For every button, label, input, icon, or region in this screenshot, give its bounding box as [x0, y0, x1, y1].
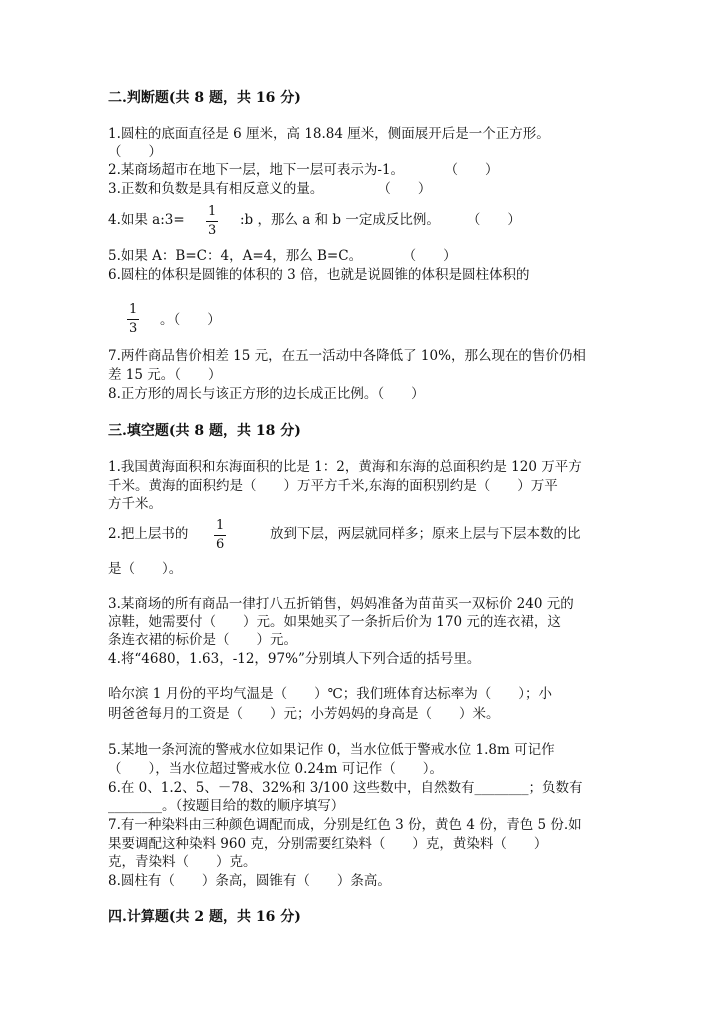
fraction-one-third-q6	[127, 302, 139, 337]
question-2-4-prefix: 4.如果 a:3=	[108, 212, 185, 228]
question-3-1: 1.我国黄海面积和东海面积的比是 1：2，黄海和东海的总面积约是 120 万平方	[108, 459, 582, 475]
fraction-one-sixth	[214, 518, 226, 553]
fraction-denominator: 3	[208, 223, 217, 238]
question-2-7: 7.两件商品售价相差 15 元，在五一活动中各降低了 10%，那么现在的售价仍相	[108, 348, 586, 364]
question-3-5: 5.某地一条河流的警戒水位如果记作 0，当水位低于警戒水位 1.8m 可记作	[108, 742, 555, 758]
fraction-denominator: 6	[216, 537, 225, 552]
question-3-2-suffix: 放到下层，两层就同样多；原来上层与下层本数的比	[270, 526, 581, 542]
fraction-numerator: 1	[208, 204, 217, 219]
question-3-8: 8.圆柱有（ ）条高，圆锥有（ ）条高。	[108, 873, 391, 889]
fraction-bar	[206, 221, 218, 222]
fraction-bar	[127, 319, 139, 320]
section-2-heading: 二.判断题(共 8 题，共 16 分)	[108, 90, 301, 106]
question-3-3-cont2: 条连衣裙的标价是（ ）元。	[108, 632, 297, 648]
question-3-6-cont: ________。（按题目给的数的顺序填写）	[108, 798, 345, 814]
section-3-heading: 三.填空题(共 8 题，共 18 分)	[108, 423, 301, 439]
fraction-one-third	[206, 204, 218, 239]
question-3-5-cont: （ ），当水位超过警戒水位 0.24m 可记作（ ）。	[108, 761, 443, 777]
fraction-bar	[214, 535, 226, 536]
question-3-2-prefix: 2.把上层书的	[108, 526, 189, 542]
question-2-8: 8.正方形的周长与该正方形的边长成正比例。（ ）	[108, 386, 425, 402]
question-3-7: 7.有一种染料由三种颜色调配而成，分别是红色 3 份，黄色 4 份，青色 5 份.如	[108, 817, 582, 833]
fraction-numerator: 1	[129, 302, 138, 317]
question-3-4-line2: 明爸爸每月的工资是（ ）元；小芳妈妈的身高是（ ）米。	[108, 706, 500, 722]
question-2-7-cont: 差 15 元。（ ）	[108, 367, 222, 383]
question-2-6-blank: 。（ ）	[160, 312, 221, 328]
question-3-6: 6.在 0、1.2、5、－78、32%和 3/100 这些数中，自然数有________；负数有	[108, 780, 583, 796]
question-2-6: 6.圆柱的体积是圆锥的体积的 3 倍，也就是说圆锥的体积是圆柱体积的	[108, 267, 530, 283]
section-4-heading: 四.计算题(共 2 题，共 16 分)	[108, 909, 301, 925]
question-3-7-cont2: 克，青染料（ ）克。	[108, 854, 257, 870]
question-3-4: 4.将“4680，1.63，-12，97%”分别填人下列合适的括号里。	[108, 651, 481, 667]
fraction-numerator: 1	[216, 518, 225, 533]
question-3-1-cont: 千米。黄海的面积约是（ ）万平方千米,东海的面积别约是（ ）万平	[108, 478, 558, 494]
question-3-7-cont: 果要调配这种染料 960 克，分别需要红染料（ ）克，黄染料（ ）	[108, 836, 548, 852]
question-2-2: 2.某商场超市在地下一层，地下一层可表示为-1。 （ ）	[108, 162, 499, 178]
fraction-denominator: 3	[129, 321, 138, 336]
question-2-1: 1.圆柱的底面直径是 6 厘米，高 18.84 厘米，侧面展开后是一个正方形。	[108, 126, 550, 142]
question-3-4-line1: 哈尔滨 1 月份的平均气温是（ ）℃；我们班体育达标率为（ ）；小	[108, 686, 553, 702]
question-3-1-cont2: 方千米。	[108, 496, 162, 512]
question-2-4-suffix: :b ，那么 a 和 b 一定成反比例。 （ ）	[240, 212, 521, 228]
question-2-1-blank: （ ）	[108, 144, 162, 160]
question-3-3-cont: 凉鞋，她需要付（ ）元。如果她买了一条折后价为 170 元的连衣裙，这	[108, 614, 561, 630]
question-2-3: 3.正数和负数是具有相反意义的量。 （ ）	[108, 181, 432, 197]
question-2-5: 5.如果 A：B=C：4，A=4，那么 B=C。 （ ）	[108, 248, 457, 264]
question-3-2-cont: 是（ ）。	[108, 561, 183, 577]
question-3-3: 3.某商场的所有商品一律打八五折销售，妈妈准备为苗苗买一双标价 240 元的	[108, 596, 574, 612]
